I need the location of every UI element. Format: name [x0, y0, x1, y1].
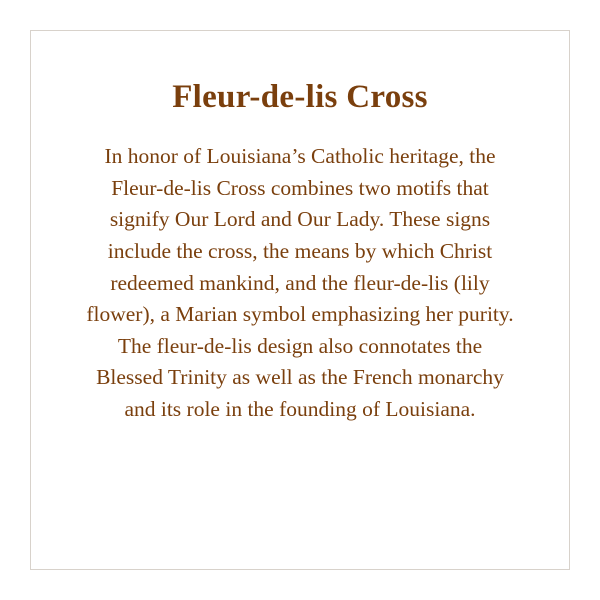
page-title: Fleur-de-lis Cross — [172, 79, 428, 115]
card-body-text — [85, 141, 515, 425]
info-card — [30, 30, 570, 570]
card-body-paragraph: In honor of Louisiana’s Catholic heritage, the Fleur-de-lis Cross combines two motifs that signify Our Lord and Our Lady. These signs include the cross, the means by which Christ redeemed mankind, and the fleur-de-lis (lily flower), a Marian symbol emphasizing her purity. The fleur-de-lis design also connotates the Blessed Trinity as well as the French monarchy and its role in the founding of Louisiana. — [86, 144, 514, 422]
